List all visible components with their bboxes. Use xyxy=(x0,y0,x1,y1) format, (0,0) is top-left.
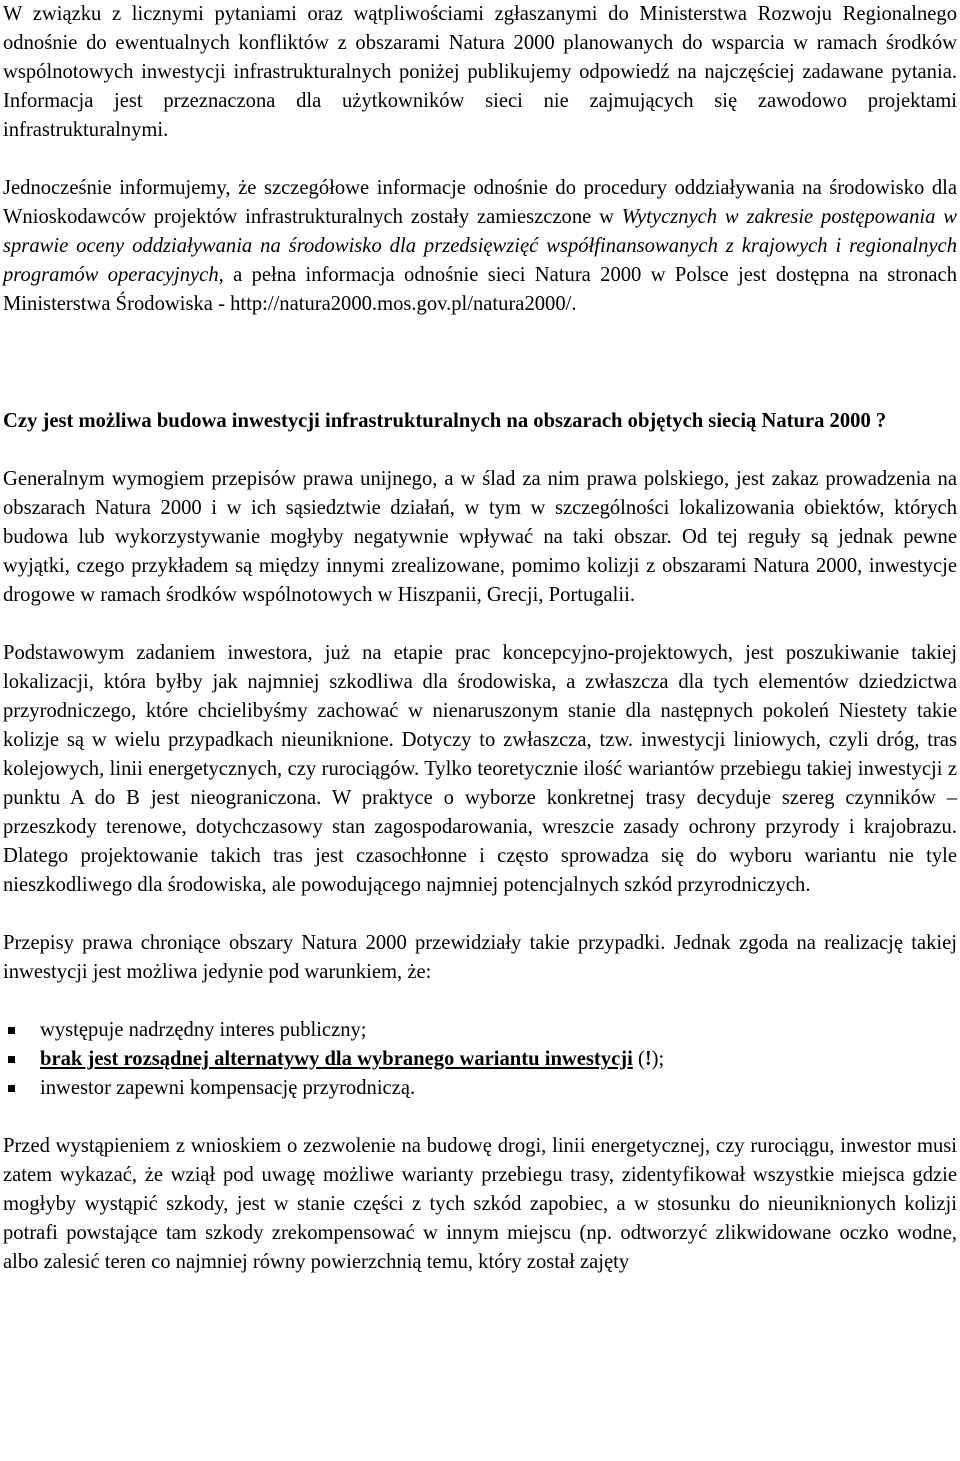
list-item-text: występuje nadrzędny interes publiczny; xyxy=(40,1019,367,1041)
section-heading: Czy jest możliwa budowa inwestycji infrastrukturalnych na obszarach objętych siecią Natura 2000 ? xyxy=(3,410,887,432)
conditions-list xyxy=(3,1016,957,1103)
intro-paragraph-1: W związku z licznymi pytaniami oraz wątpliwościami zgłaszanymi do Ministerstwa Rozwoju Regionalnego odnośnie do ewentualnych konfliktów z obszarami Natura 2000 planowanych do wsparcia w ramach środków wspólnotowych inwestycji infrastrukturalnych poniżej publikujemy odpowiedź na najczęściej zadawane pytania. Informacja jest przeznaczona dla użytkowników sieci nie zajmujących się zawodowo projektami infrastrukturalnymi. xyxy=(3,3,957,141)
intro-paragraph-2-text-start: Jednocześnie informujemy, że szczegółowe informacje odnośnie do procedury oddziaływania na środowisko dla Wnioskodawców projektów infrastrukturalnych zostały zamieszczone w xyxy=(3,177,957,228)
square-bullet-icon xyxy=(8,1085,15,1092)
intro-paragraph-2 xyxy=(3,174,957,319)
intro-paragraph-2-text-end: a pełna informacja odnośnie sieci Natura 2000 w Polsce jest dostępna na stronach Ministerstwa Środowiska - http://natura2000.mos.gov.pl/natura2000/. xyxy=(3,264,957,315)
square-bullet-icon xyxy=(8,1027,15,1034)
list-item xyxy=(3,1045,957,1074)
list-item-paren-open: ( xyxy=(632,1048,645,1070)
list-item-text-emphasized: brak jest rozsądnej alternatywy dla wybranego wariantu inwestycji xyxy=(40,1048,633,1070)
list-item-text: inwestor zapewni kompensację przyrodniczą. xyxy=(40,1077,416,1099)
list-item xyxy=(3,1074,957,1103)
square-bullet-icon xyxy=(8,1056,15,1063)
guidelines-title: Wytycznych w zakresie postępowania w sprawie oceny oddziaływania na środowisko dla przedsięwzięć współfinansowanych z krajowych i regionalnych programów operacyjnych, xyxy=(3,206,957,286)
section-paragraph-2: Podstawowym zadaniem inwestora, już na etapie prac koncepcyjno-projektowych, jest poszukiwanie takiej lokalizacji, która byłby jak najmniej szkodliwa dla środowiska, a zwłaszcza dla tych elementów dziedzictwa przyrodniczego, które chcielibyśmy zachować w nienaruszonym stanie dla następnych pokoleń Niestety takie kolizje są w wielu przypadkach nieuniknione. Dotyczy to zwłaszcza, tzw. inwestycji liniowych, czyli dróg, tras kolejowych, linii energetycznych, czy rurociągów. Tylko teoretycznie ilość wariantów przebiegu takiej inwestycji z punktu A do B jest nieograniczona. W praktyce o wyborze konkretnej trasy decyduje szereg czynników – przeszkody terenowe, dotychczasowy stan zagospodarowania, wreszcie zasady ochrony przyrody i krajobrazu. Dlatego projektowanie takich tras jest czasochłonne i często sprowadza się do wyboru wariantu nie tyle nieszkodliwego dla środowiska, ale powodującego najmniej potencjalnych szkód przyrodniczych. xyxy=(3,642,957,896)
section-paragraph-3: Przepisy prawa chroniące obszary Natura 2000 przewidziały takie przypadki. Jednak zgoda na realizację takiej inwestycji jest możliwa jedynie pod warunkiem, że: xyxy=(3,932,957,983)
section-paragraph-1: Generalnym wymogiem przepisów prawa unijnego, a w ślad za nim prawa polskiego, jest zakaz prowadzenia na obszarach Natura 2000 i w ich sąsiedztwie działań, w tym w szczególności lokalizowania obiektów, których budowa lub wykorzystywanie mogłyby negatywnie wpływać na taki obszar. Od tej reguły są jednak pewne wyjątki, czego przykładem są między innymi zrealizowane, pomimo kolizji z obszarami Natura 2000, inwestycje drogowe w ramach środków wspólnotowych w Hiszpanii, Grecji, Portugalii. xyxy=(3,468,957,606)
section-paragraph-4: Przed wystąpieniem z wnioskiem o zezwolenie na budowę drogi, linii energetycznej, czy rurociągu, inwestor musi zatem wykazać, że wziął pod uwagę możliwe warianty przebiegu trasy, zidentyfikował wszystkie miejsca gdzie mogłyby wystąpić szkody, jest w stanie części z tych szkód zapobiec, a w stosunku do nieuniknionych kolizji potrafi powstające tam szkody zrekompensować w innym miejscu (np. odtworzyć zlikwidowane oczko wodne, albo zalesić teren co najmniej równy powierzchnią temu, który został zajęty xyxy=(3,1135,957,1273)
list-item xyxy=(3,1016,957,1045)
list-item-exclamation: ! xyxy=(644,1048,652,1070)
list-item-paren-close: ); xyxy=(651,1048,665,1070)
